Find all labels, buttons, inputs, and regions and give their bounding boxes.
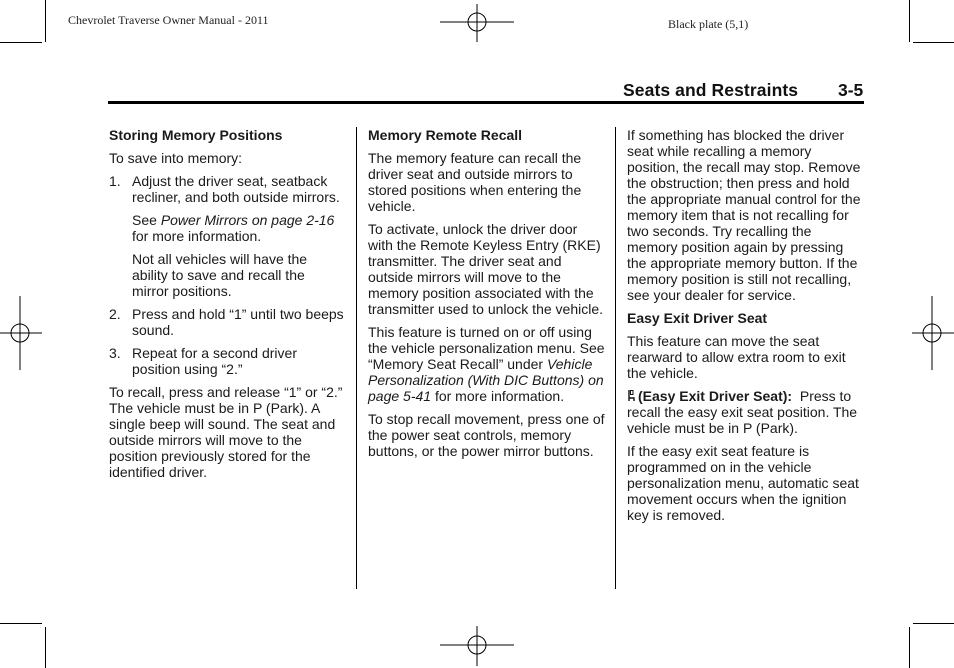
registration-mark-right bbox=[912, 296, 954, 370]
paragraph: To activate, unlock the driver door with the Remote Keyless Entry (RKE) transmitter. The driver seat and outside mirrors will move to the memory position associated with the transmitter used to unlock the vehicle. bbox=[368, 221, 604, 317]
list-number: 2. bbox=[109, 306, 121, 322]
crop-mark bbox=[909, 627, 910, 668]
section-title: Seats and Restraints bbox=[623, 80, 799, 100]
paragraph: To save into memory: bbox=[109, 150, 243, 166]
list-text: Adjust the driver seat, seatback recliner, and both outside mirrors. bbox=[132, 173, 340, 205]
cross-reference bbox=[109, 212, 345, 244]
paragraph: If something has blocked the driver seat while recalling a memory position, the recall may stop. Remove the obstruction; then press and hold the appropriate manual control for the memory item that is not recalling for two seconds. Try recalling the memory position again by pressing the appropriate memory button. If the memory position is still not recalling, see your dealer for service. bbox=[627, 127, 861, 303]
list-item bbox=[109, 306, 345, 338]
page-reference: Vehicle Personalization (With DIC Buttons) on page 5‑41 bbox=[368, 356, 604, 404]
text-span: for more information. bbox=[431, 388, 565, 404]
text-span: This feature is turned on or off using the vehicle personalization menu. See “Memory Seat Recall” under bbox=[368, 324, 605, 372]
column-divider bbox=[615, 127, 616, 589]
heading-storing-memory: Storing Memory Positions bbox=[109, 127, 283, 143]
column-1 bbox=[109, 127, 345, 487]
crop-mark bbox=[913, 42, 954, 43]
see-suffix: for more information. bbox=[132, 228, 262, 244]
list-item bbox=[109, 345, 345, 377]
crop-mark bbox=[909, 0, 910, 42]
crop-mark bbox=[0, 42, 42, 43]
paragraph bbox=[368, 324, 606, 404]
heading-memory-remote-recall: Memory Remote Recall bbox=[368, 127, 523, 143]
column-3 bbox=[627, 127, 863, 530]
header-rule bbox=[108, 101, 864, 104]
crop-mark bbox=[0, 623, 42, 624]
column-divider bbox=[356, 127, 357, 589]
paragraph: To stop recall movement, press one of the power seat controls, memory buttons, or the power mirror buttons. bbox=[368, 411, 605, 459]
registration-mark-left bbox=[0, 296, 42, 370]
crop-mark bbox=[45, 0, 46, 42]
crop-mark bbox=[913, 623, 954, 624]
paragraph: This feature can move the seat rearward to allow extra room to exit the vehicle. bbox=[627, 333, 846, 381]
paragraph: The memory feature can recall the driver seat and outside mirrors to stored positions when entering the vehicle. bbox=[368, 150, 582, 214]
paragraph bbox=[627, 388, 863, 436]
button-label: (Easy Exit Driver Seat): bbox=[638, 388, 793, 404]
list-number: 1. bbox=[109, 173, 121, 189]
crop-mark bbox=[45, 627, 46, 668]
paragraph: If the easy exit seat feature is programmed on in the vehicle personalization menu, automatic seat movement occurs when the ignition key is removed. bbox=[627, 443, 859, 523]
list-item bbox=[109, 173, 345, 205]
list-text: Press and hold “1” until two beeps sound. bbox=[132, 306, 344, 338]
registration-mark-top bbox=[440, 4, 514, 42]
list-text: Repeat for a second driver position using “2.” bbox=[132, 345, 297, 377]
manual-title: Chevrolet Traverse Owner Manual - 2011 bbox=[68, 13, 269, 27]
paragraph: To recall, press and release “1” or “2.” The vehicle must be in P (Park). A single beep will sound. The seat and outside mirrors will move to the position previously stored for the identified driver. bbox=[109, 384, 343, 480]
text-span: Press to recall the easy exit seat position. The vehicle must be in P (Park). bbox=[627, 388, 861, 436]
see-prefix: See bbox=[132, 212, 161, 228]
list-number: 3. bbox=[109, 345, 121, 361]
column-2 bbox=[368, 127, 606, 466]
page-reference: Power Mirrors on page 2‑16 bbox=[160, 212, 335, 228]
plate-label: Black plate (5,1) bbox=[668, 17, 749, 31]
seat-icon bbox=[627, 389, 635, 402]
heading-easy-exit: Easy Exit Driver Seat bbox=[627, 310, 768, 326]
note: Not all vehicles will have the ability to save and recall the mirror positions. bbox=[132, 251, 308, 299]
page-number: 3-5 bbox=[838, 80, 864, 100]
registration-mark-bottom bbox=[440, 626, 514, 666]
